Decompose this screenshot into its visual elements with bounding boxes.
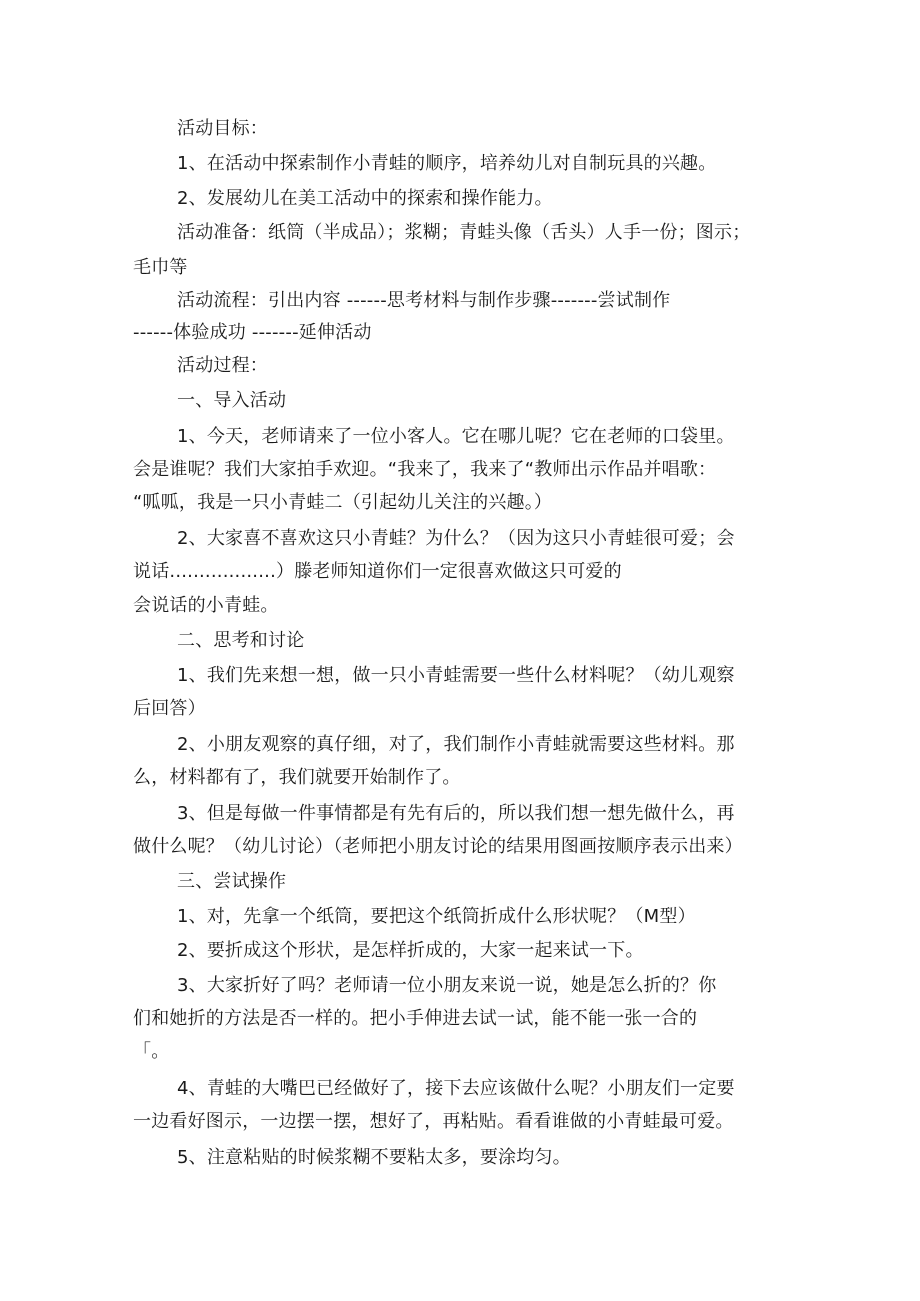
paragraph-line: 1、今天，老师请来了一位小客人。它在哪儿呢？它在老师的口袋里。 <box>177 426 735 447</box>
paragraph-line: 1、在活动中探索制作小青蛙的顺序，培养幼儿对自制玩具的兴趣。 <box>177 153 717 174</box>
paragraph-line: 2、要折成这个形状，是怎样折成的，大家一起来试一下。 <box>177 940 644 961</box>
paragraph-line: 「。 <box>133 1041 170 1062</box>
section-heading: 一、导入活动 <box>177 390 287 411</box>
paragraph-line: 一边看好图示，一边摆一摆，想好了，再粘贴。看看谁做的小青蛙最可爱。 <box>133 1111 734 1132</box>
section-heading: 三、尝试操作 <box>177 871 287 892</box>
paragraph-line: 活动准备：纸筒（半成品）；浆糊；青蛙头像（舌头）人手一份；图示； <box>177 222 751 243</box>
paragraph-line: 1、我们先来想一想，做一只小青蛙需要一些什么材料呢？（幼儿观察 <box>177 665 735 686</box>
paragraph-line: 2、大家喜不喜欢这只小青蛙？为什么？（因为这只小青蛙很可爱；会 <box>177 528 735 549</box>
paragraph-line: 做什么呢？（幼儿讨论）（老师把小朋友讨论的结果用图画按顺序表示出来） <box>133 836 743 857</box>
paragraph-line: 3、大家折好了吗？老师请一位小朋友来说一说，她是怎么折的？你 <box>177 975 717 996</box>
paragraph-line: 会说话的小青蛙。 <box>133 595 279 616</box>
section-heading: 二、思考和讨论 <box>177 630 305 651</box>
paragraph-line: 毛巾等 <box>133 257 188 278</box>
paragraph-line: 会是谁呢？我们大家拍手欢迎。“我来了，我来了“教师出示作品并唱歌： <box>133 459 717 480</box>
paragraph-line: 说话..................）滕老师知道你们一定很喜欢做这只可爱的 <box>133 561 622 582</box>
paragraph-line: 2、发展幼儿在美工活动中的探索和操作能力。 <box>177 188 553 209</box>
paragraph-line: 1、对，先拿一个纸筒，要把这个纸筒折成什么形状呢？（M型） <box>177 906 696 927</box>
paragraph-line: 么，材料都有了，我们就要开始制作了。 <box>133 767 461 788</box>
section-heading: 活动目标： <box>177 118 268 139</box>
section-heading: 活动过程： <box>177 355 268 376</box>
paragraph-line: 们和她折的方法是否一样的。把小手伸进去试一试，能不能一张一合的 <box>133 1008 698 1029</box>
paragraph-line: 4、青蛙的大嘴巴已经做好了，接下去应该做什么呢？小朋友们一定要 <box>177 1078 735 1099</box>
paragraph-line: 后回答） <box>133 698 206 719</box>
paragraph-line: 活动流程：引出内容 ------思考材料与制作步骤-------尝试制作 <box>177 290 671 311</box>
paragraph-line: “呱呱，我是一只小青蛙二（引起幼儿关注的兴趣。） <box>133 492 553 513</box>
paragraph-line: ------体验成功 -------延伸活动 <box>133 322 372 343</box>
paragraph-line: 5、注意粘贴的时候浆糊不要粘太多，要涂均匀。 <box>177 1147 571 1168</box>
paragraph-line: 2、小朋友观察的真仔细，对了，我们制作小青蛙就需要这些材料。那 <box>177 734 735 755</box>
paragraph-line: 3、但是每做一件事情都是有先有后的，所以我们想一想先做什么，再 <box>177 803 735 824</box>
